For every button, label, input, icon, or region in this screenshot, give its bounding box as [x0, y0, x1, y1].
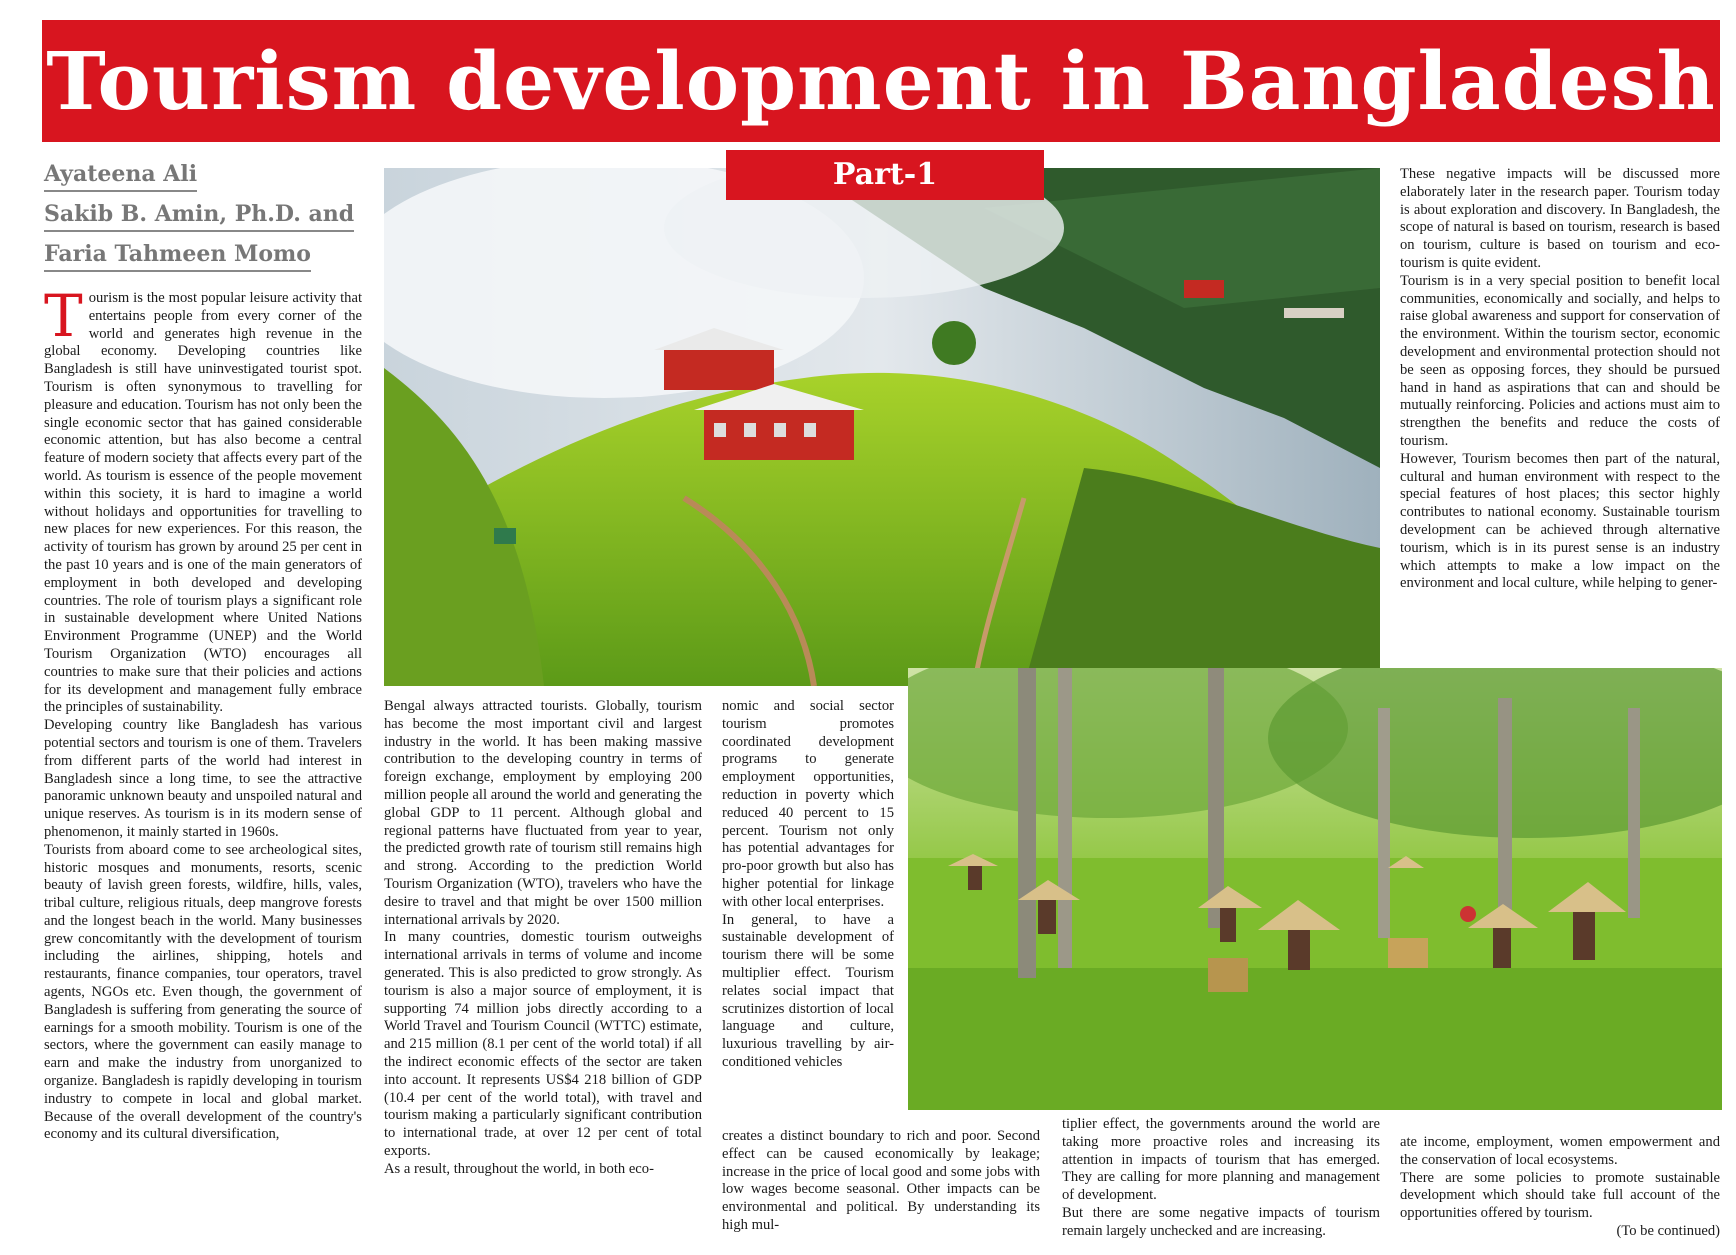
- paragraph: tiplier effect, the governments around the world are taking more proactive roles and increasing its attention in impacts of tourism that has emerged. They are calling for more planning and management of development.: [1062, 1116, 1380, 1204]
- paragraph: Bengal always attracted tourists. Globally, tourism has become the most important civil and largest industry in the world. It has been making massive contribution to the developing country in terms of foreign exchange, employment by employing 200 million people all around the world and generating the global GDP to 11 percent. Although global and regional patterns have fluctuated from year to year, the predicted growth rate of tourism still remains high and strong. According to the prediction World Tourism Organization (WTO), travelers who have the desire to travel and that might be over 1500 million international arrivals by 2020.: [384, 698, 702, 928]
- author-2: Sakib B. Amin, Ph.D. and: [44, 200, 354, 232]
- to-be-continued: (To be continued): [1616, 1222, 1720, 1239]
- author-3: Faria Tahmeen Momo: [44, 240, 311, 272]
- paragraph: creates a distinct boundary to rich and poor. Second effect can be caused economically by leakage; increase in the price of local good and some jobs with low wages become seasonal. Other impacts can be environmental and political. By understanding its high mul-: [722, 1128, 1040, 1233]
- drop-cap: T: [44, 290, 83, 350]
- article-column-1: [44, 290, 362, 1248]
- article-column-3-continued: [722, 1128, 1040, 1238]
- paragraph: As a result, throughout the world, in both eco-: [384, 1160, 654, 1177]
- tea-garden-photo: [908, 668, 1722, 1110]
- paragraph: But there are some negative impacts of tourism remain largely unchecked and are increasing.: [1062, 1204, 1380, 1239]
- article-column-5: [1400, 166, 1720, 656]
- paragraph: These negative impacts will be discussed more elaborately later in the research paper. Tourism today is about exploration and discovery. In Bangladesh, the scope of natural is based on tourism, research is based on tourism, culture is based on tourism and eco-tourism is quite evident.: [1400, 166, 1720, 271]
- article-column-2: [384, 698, 702, 1238]
- article-column-3: [722, 698, 894, 1126]
- headline-banner: [42, 20, 1720, 142]
- paragraph: ate income, employment, women empowerment and the conservation of local ecosystems.: [1400, 1134, 1720, 1168]
- article-column-5-continued: [1400, 1134, 1720, 1248]
- part-label: Part-1: [726, 150, 1044, 200]
- paragraph: Developing country like Bangladesh has various potential sectors and tourism is one of them. Travelers from different parts of the world had interest in Bangladesh since a long time, to see the attractive panoramic unknown beauty and unspoiled natural and unique reserves. As tourism is in its modern sense of phenomenon, it mainly started in 1960s.: [44, 717, 362, 840]
- article-column-4: [1062, 1116, 1380, 1246]
- paragraph: Tourists from aboard come to see archeological sites, historic mosques and monuments, resorts, scenic beauty of lavish green forests, wildfire, hills, vales, tribal culture, religious rituals, deep mangrove forests and the longest beach in the world. Many businesses grew concomitantly with the development of tourism including the airlines, shipping, hotels and restaurants, finance companies, tour operators, travel agents, NGOs etc. Even though, the government of Bangladesh is suffering from generating the source of earnings for a smooth mobility. Tourism is one of the sectors, where the government can easily manage to earn and make the industry from unorganized to organize. Bangladesh is rapidly developing in tourism industry to compete in local and global market. Because of the overall development of the country's economy and its cultural diversification,: [44, 841, 362, 1143]
- paragraph: [44, 290, 362, 717]
- author-1: Ayateena Ali: [44, 160, 197, 192]
- paragraph: However, Tourism becomes then part of the natural, cultural and human environment with respect to the special features of host places; this sector highly contributes to national economy. Sustainable tourism development can be achieved through alternative tourism, which is in its purest sense is an industry which attempts to make a low impact on the environment and local culture, while helping to gener-: [1400, 450, 1720, 592]
- paragraph: There are some policies to promote sustainable development which should take full account of the opportunities offered by tourism.: [1400, 1169, 1720, 1222]
- paragraph-text: ourism is the most popular leisure activity that entertains people from every corner of the world and generates high revenue in the global economy. Developing countries like Bangladesh is still have uninvestigated tourist spot. Tourism is often synonymous to travelling for pleasure and education. Tourism has not only been the single economic sector that has gained considerable economic attention, but has also become a central feature of modern society that affects every part of the world. As tourism is essence of the people movement within this society, it is hard to imagine a world without holidays and opportunities for travelling to new places for new experiences. For this reason, the activity of tourism has grown by around 25 per cent in the past 10 years and is one of the main generators of employment in both developed and developing countries. The role of tourism plays a significant role in sustainable development where United Nations Environment Programme (UNEP) and the World Tourism Organization (WTO) encourages all countries to make sure that their policies and actions for its development and management fully embrace the principles of sustainability.: [44, 290, 362, 716]
- hill-resort-photo: [384, 168, 1380, 686]
- paragraph: In many countries, domestic tourism outweighs international arrivals in terms of volume and income generated. This is also predicted to grow strongly. As tourism is also a major source of employment, it is supporting 74 million jobs directly according to a World Travel and Tourism Council (WTTC) estimate, and 215 million (8.1 per cent of the world total) if all the indirect economic effects of the sector are taken into account. It represents US$4 218 billion of GDP (10.4 per cent of the world total), with travel and tourism making a particularly significant contribution to international trade, at over 12 per cent of total exports.: [384, 929, 702, 1159]
- byline: [44, 160, 374, 280]
- paragraph: Tourism is in a very special position to benefit local communities, economically and socially, and helps to raise global awareness and support for conservation of the environment. Within the tourism sector, economic development and environmental protection should not be seen as opposing forces, they should be pursued hand in hand as aspirations that can and should be mutually reinforcing. Policies and actions must aim to strengthen the benefits and reduce the costs of tourism.: [1400, 272, 1720, 449]
- headline: Tourism development in Bangladesh: [46, 34, 1716, 128]
- paragraph: nomic and social sector tourism promotes coordinated development programs to generate employment opportunities, reduction in poverty which reduced 40 percent to 15 percent. Tourism not only has potential advantages for pro-poor growth but also has higher potential for linkage with other local enterprises.: [722, 698, 894, 910]
- paragraph: In general, to have a sustainable development of tourism there will be some multiplier effect. Tourism relates social impact that scrutinizes distortion of local language and culture, luxurious travelling by air-conditioned vehicles: [722, 911, 894, 1070]
